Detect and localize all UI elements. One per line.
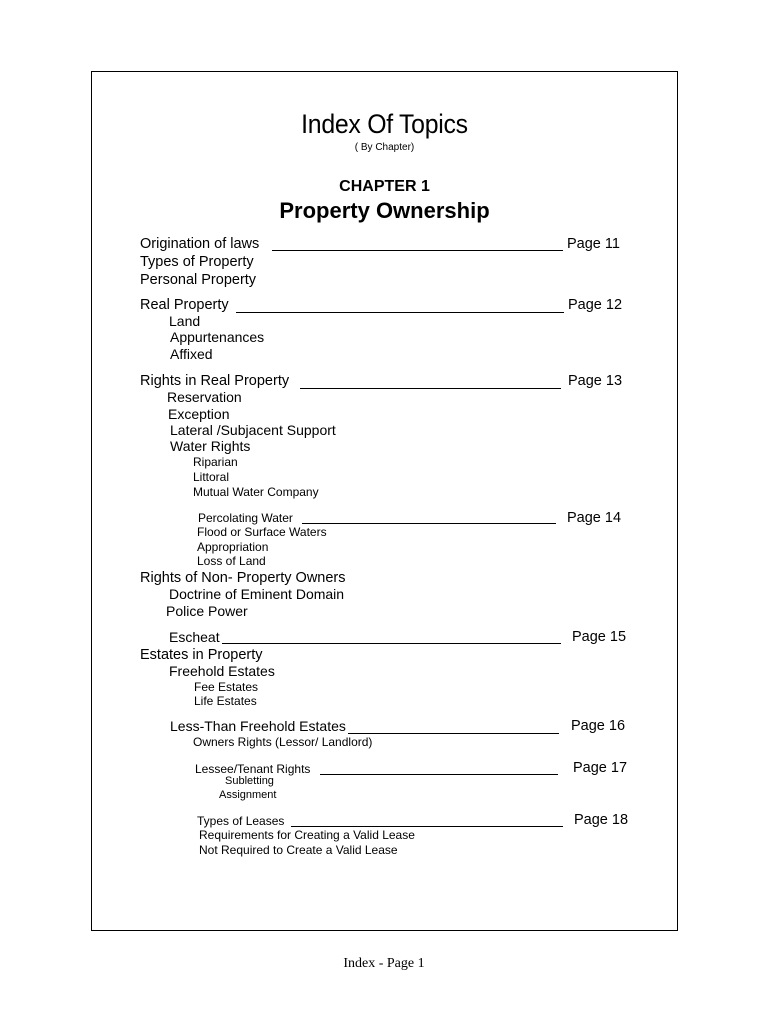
index-entry-freehold-estates: Freehold Estates [169, 663, 275, 679]
index-entry-life-estates: Life Estates [194, 694, 257, 708]
index-entry-percolating-water: Percolating Water [198, 511, 293, 525]
index-entry-subletting: Subletting [225, 775, 274, 787]
index-entry-appropriation: Appropriation [197, 540, 269, 554]
index-entry-less-than-freehold-estates: Less-Than Freehold Estates [170, 718, 346, 734]
chapter-title: Property Ownership [279, 198, 490, 223]
leader-line [236, 312, 564, 313]
index-entry-lessee-tenant-rights: Lessee/Tenant Rights [195, 762, 311, 776]
index-entry-riparian: Riparian [193, 455, 238, 469]
page-title: Index Of Topics [301, 109, 468, 139]
leader-line [291, 826, 563, 827]
index-entry-origination-of-laws: Origination of laws [140, 236, 260, 252]
page-footer: Index - Page 1 [343, 956, 425, 971]
index-entry-police-power: Police Power [166, 603, 248, 619]
index-entry-types-of-leases: Types of Leases [197, 814, 285, 828]
index-entry-rights-in-real-property: Rights in Real Property [140, 373, 290, 389]
index-entry-affixed: Affixed [170, 346, 213, 362]
page-ref-16: Page 16 [571, 718, 626, 734]
page-subtitle: ( By Chapter) [354, 142, 415, 153]
leader-line [348, 733, 559, 734]
index-entry-owners-rights: Owners Rights (Lessor/ Landlord) [193, 735, 373, 749]
index-entry-lateral-subjacent-support: Lateral /Subjacent Support [170, 422, 336, 438]
index-entry-types-of-property: Types of Property [140, 254, 254, 270]
page-ref-14: Page 14 [567, 510, 622, 526]
index-entry-escheat: Escheat [169, 629, 220, 645]
leader-line [302, 523, 556, 524]
index-entry-appurtenances: Appurtenances [170, 329, 265, 345]
index-entry-fee-estates: Fee Estates [194, 680, 259, 694]
index-entry-littoral: Littoral [193, 470, 230, 484]
index-entry-water-rights: Water Rights [170, 438, 251, 454]
index-entry-personal-property: Personal Property [140, 272, 257, 288]
index-entry-requirements-valid-lease: Requirements for Creating a Valid Lease [199, 828, 415, 842]
leader-line [300, 388, 561, 389]
index-entry-flood-or-surface-waters: Flood or Surface Waters [197, 525, 327, 539]
index-entry-doctrine-of-eminent-domain: Doctrine of Eminent Domain [169, 586, 345, 602]
index-entry-estates-in-property: Estates in Property [140, 647, 263, 663]
page-ref-17: Page 17 [573, 760, 628, 776]
index-entry-reservation: Reservation [167, 389, 242, 405]
page-ref-15: Page 15 [572, 629, 627, 645]
leader-line [320, 774, 558, 775]
page-ref-18: Page 18 [574, 812, 629, 828]
page-ref-13: Page 13 [568, 373, 623, 389]
index-entry-loss-of-land: Loss of Land [197, 554, 266, 568]
chapter-label: CHAPTER 1 [339, 178, 430, 195]
index-entry-rights-of-non-property-owners: Rights of Non- Property Owners [140, 570, 346, 586]
leader-line [272, 250, 563, 251]
page-ref-12: Page 12 [568, 297, 623, 313]
index-entry-land: Land [169, 313, 201, 329]
index-entry-mutual-water-company: Mutual Water Company [193, 485, 319, 499]
index-entry-not-required-valid-lease: Not Required to Create a Valid Lease [199, 843, 398, 857]
index-entry-exception: Exception [168, 406, 230, 422]
index-entry-real-property: Real Property [140, 297, 229, 313]
leader-line [222, 643, 561, 644]
page-ref-11: Page 11 [567, 236, 620, 252]
index-entry-assignment: Assignment [219, 789, 277, 801]
